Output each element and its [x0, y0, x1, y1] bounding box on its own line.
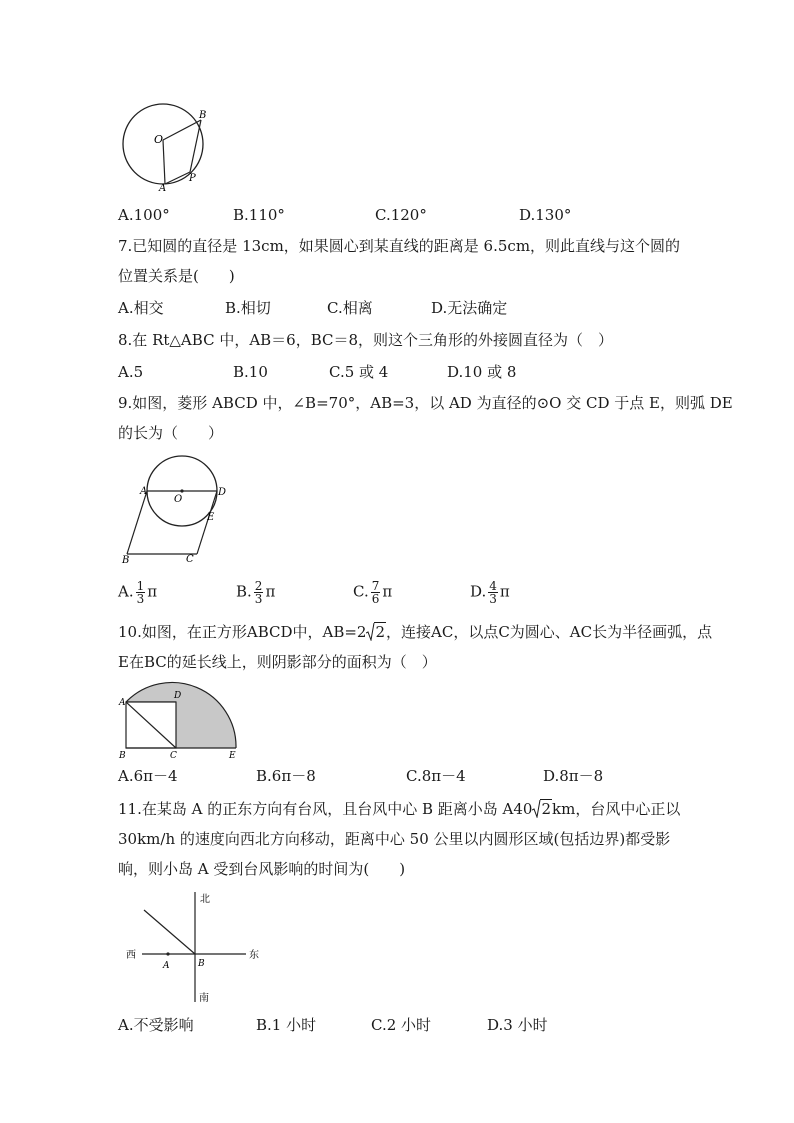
q9-label-a: A: [140, 486, 148, 497]
q6-label-b: B: [199, 110, 207, 121]
q9-label-c: C: [186, 554, 194, 565]
q9-label-d: D: [218, 487, 227, 498]
q7-option-a[interactable]: A.相交: [118, 299, 164, 317]
q9-stem-line1: 9.如图，菱形 ABCD 中，∠B=70°，AB=3，以 AD 为直径的⊙O 交 CD 于点 E，则弧 DE: [118, 394, 733, 412]
q11-label-south: 南: [199, 993, 209, 1004]
q9-label-b: B: [122, 555, 130, 566]
q7-option-b[interactable]: B.相切: [225, 299, 271, 317]
q6-label-p: P: [189, 173, 196, 184]
q9-option-c[interactable]: C. $\frac{7}{6}$ π: [353, 579, 393, 606]
q7-option-d[interactable]: D.无法确定: [431, 299, 508, 317]
q8-option-c[interactable]: C.5 或 4: [329, 363, 389, 381]
q11-label-east: 东: [249, 950, 259, 961]
q11-option-d[interactable]: D.3 小时: [487, 1016, 548, 1034]
q9-option-a-fraction: $\frac{1}{3}$: [136, 579, 145, 606]
q10-label-e: E: [229, 751, 236, 760]
q11-option-c[interactable]: C.2 小时: [371, 1016, 432, 1034]
q10-option-c[interactable]: C.8π－4: [406, 767, 466, 785]
q8-stem-line1: 8.在 Rt△ABC 中，AB＝6，BC＝8，则这个三角形的外接圆直径为（ ）: [118, 331, 614, 349]
q10-label-b: B: [119, 751, 126, 760]
q7-stem-line2: 位置关系是( ): [118, 267, 235, 285]
q10-label-a: A: [119, 698, 126, 708]
q6-option-b[interactable]: B.110°: [233, 206, 285, 224]
q11-compass-figure: [120, 888, 270, 1008]
q6-option-a[interactable]: A.100°: [118, 206, 170, 224]
q6-label-o: O: [154, 133, 164, 146]
q11-label-b: B: [198, 959, 205, 969]
q11-label-west: 西: [126, 950, 136, 961]
q11-option-a[interactable]: A.不受影响: [118, 1016, 194, 1034]
q7-stem-line1: 7.已知圆的直径是 13cm，如果圆心到某直线的距离是 6.5cm，则此直线与这个圆的: [118, 237, 681, 255]
q11-option-b[interactable]: B.1 小时: [256, 1016, 317, 1034]
q6-option-c[interactable]: C.120°: [375, 206, 427, 224]
q11-stem-line3: 响，则小岛 A 受到台风影响的时间为( ): [118, 860, 406, 878]
q10-option-a[interactable]: A.6π－4: [118, 767, 178, 785]
q8-option-b[interactable]: B.10: [233, 363, 268, 381]
q11-stem-line2: 30km/h 的速度向西北方向移动，距离中心 50 公里以内圆形区域(包括边界)都受影: [118, 830, 671, 848]
q9-option-a[interactable]: A. $\frac{1}{3}$ π: [118, 579, 158, 606]
q10-label-c: C: [170, 751, 177, 760]
q7-option-c[interactable]: C.相离: [327, 299, 373, 317]
q11-label-north: 北: [200, 894, 210, 905]
q9-option-b[interactable]: B. $\frac{2}{3}$ π: [236, 579, 276, 606]
q10-square-arc-figure: [118, 680, 242, 760]
q9-rhombus-figure: [118, 455, 233, 567]
q9-option-d[interactable]: D. $\frac{4}{3}$ π: [470, 579, 510, 606]
q9-option-d-fraction: $\frac{4}{3}$: [489, 579, 497, 606]
q10-stem-line2: E在BC的延长线上，则阴影部分的面积为（ ）: [118, 653, 437, 671]
q9-stem-line2: 的长为（ ）: [118, 424, 224, 442]
q11-stem-line1: 11.在某岛 A 的正东方向有台风，且台风中心 B 距离小岛 A40 2km，台风中心正以: [118, 800, 681, 818]
q8-option-d[interactable]: D.10 或 8: [447, 363, 517, 381]
q11-sqrt: 2: [532, 799, 552, 819]
q11-label-a: A: [163, 961, 170, 971]
q6-label-a: A: [159, 183, 167, 192]
q9-option-c-fraction: $\frac{7}{6}$: [371, 579, 380, 606]
q10-sqrt: 2: [366, 622, 386, 642]
q10-option-d[interactable]: D.8π－8: [543, 767, 604, 785]
q6-circle-figure: [118, 100, 213, 192]
q10-option-b[interactable]: B.6π－8: [256, 767, 316, 785]
q8-option-a[interactable]: A.5: [118, 363, 144, 381]
q9-label-o: O: [174, 494, 183, 505]
q9-option-b-fraction: $\frac{2}{3}$: [254, 579, 263, 606]
q6-option-d[interactable]: D.130°: [519, 206, 572, 224]
q10-label-d: D: [174, 691, 182, 701]
q10-stem-line1: 10.如图，在正方形ABCD中，AB=2 2，连接AC，以点C为圆心、AC长为半径画弧，点: [118, 623, 713, 641]
q9-label-e: E: [207, 512, 215, 523]
